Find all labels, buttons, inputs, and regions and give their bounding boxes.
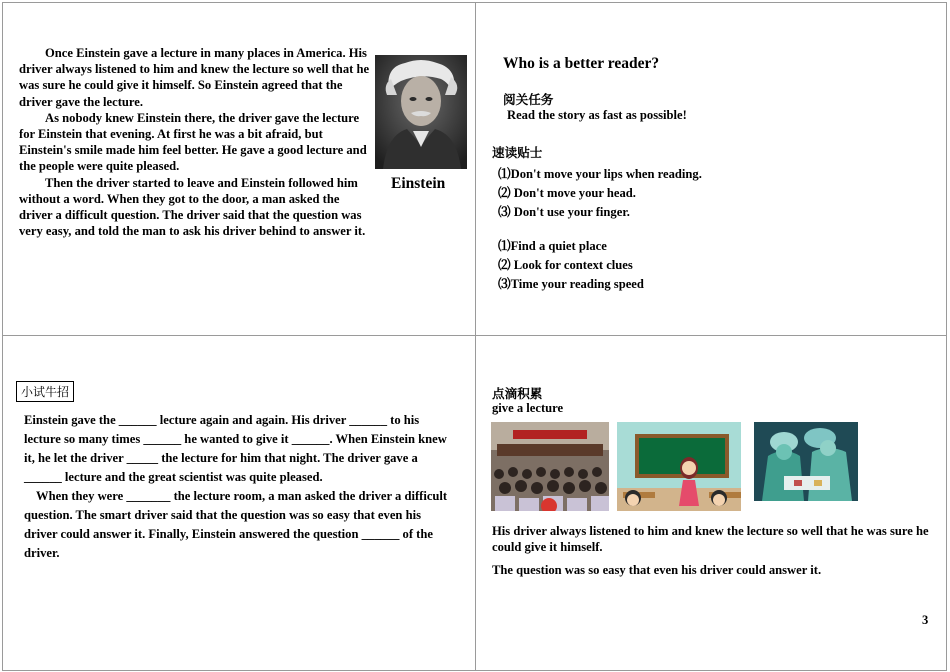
phrase: give a lecture <box>492 401 564 415</box>
example-sentence: His driver always listened to him and knew the lecture so well that he was sure he could give it himself. <box>492 524 929 554</box>
task-heading: 阅关任务 <box>503 92 554 107</box>
vocab-heading: 点滴积累 <box>492 386 543 401</box>
surgery-image <box>754 422 858 501</box>
tip-item <box>498 201 630 220</box>
tips-heading: 速读贴士 <box>492 145 543 160</box>
tip-item <box>498 273 644 292</box>
story-text <box>19 45 371 239</box>
tip-item <box>498 254 633 273</box>
exercise-paragraph: When they were _______ the lecture room, a man asked the driver a difficult question. The smart driver said that the question was so easy that even his driver could answer it. Finally, Einstein answered the question ______ of the driver. <box>24 489 448 560</box>
vocabulary-panel <box>475 335 947 671</box>
tip-text: Look for context clues <box>510 258 633 272</box>
tip-item <box>498 235 607 254</box>
tip-item <box>498 182 636 201</box>
tip-text: Don't move your lips when reading. <box>510 167 702 181</box>
page-title: Who is a better reader? <box>503 55 660 72</box>
story-paragraph: As nobody knew Einstein there, the driver gave the lecture for Einstein that evening. At first he was a bit afraid, but Einstein's smile made him feel better. He gave a good lecture and the people were quite pleased. <box>19 110 367 174</box>
exercise-text <box>24 411 454 563</box>
task-text: Read the story as fast as possible! <box>507 108 687 122</box>
einstein-photo <box>375 55 467 169</box>
tip-number: ⑴ <box>498 239 511 253</box>
story-paragraph: Then the driver started to leave and Einstein followed him without a word. When they got to the door, a man asked the driver a difficult question. The driver said that the question was very easy, and told the man to ask his driver behind to answer it. <box>19 175 366 239</box>
tip-number: ⑵ <box>498 186 511 200</box>
tip-text: Time your reading speed <box>510 277 644 291</box>
photo-caption: Einstein <box>391 175 446 192</box>
reading-tips-panel <box>475 2 947 336</box>
page-number: 3 <box>922 613 929 627</box>
tip-item <box>498 163 702 182</box>
tip-number: ⑵ <box>498 258 511 272</box>
tip-text: Find a quiet place <box>510 239 607 253</box>
tip-text: Don't use your finger. <box>510 205 630 219</box>
tip-number: ⑶ <box>498 205 511 219</box>
exercise-paragraph: Einstein gave the ______ lecture again and again. His driver ______ to his lecture so many times ______ he wanted to give it ______. When Einstein knew it, he let the driver _____ the lecture for him that night. The driver gave a ______ lecture and the great scientist was quite pleased. <box>24 413 447 484</box>
exercise-label: 小试牛招 <box>16 381 74 402</box>
tip-number: ⑴ <box>498 167 511 181</box>
example-sentence: The question was so easy that even his driver could answer it. <box>492 563 822 577</box>
classroom-cartoon-image <box>617 422 741 511</box>
story-paragraph: Once Einstein gave a lecture in many places in America. His driver always listened to him and knew the lecture so well that he was sure he could give it himself. So Einstein agreed that the driver gave the lecture. <box>19 46 370 109</box>
tip-text: Don't move your head. <box>510 186 636 200</box>
tip-number: ⑶ <box>498 277 511 291</box>
lecture-hall-image <box>491 422 609 511</box>
exercise-panel <box>2 335 476 671</box>
story-panel <box>2 2 476 336</box>
